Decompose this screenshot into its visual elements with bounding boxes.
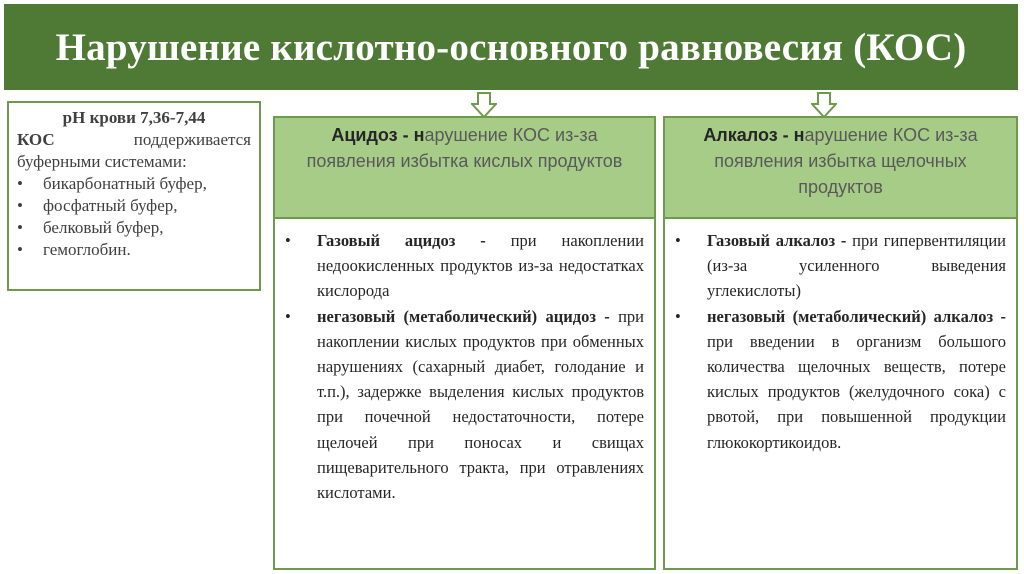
down-arrow-icon [811,92,837,118]
list-item: • белковый буфер, [17,218,164,237]
list-item: • бикарбонатный буфер, [17,174,207,193]
ph-range: pH крови 7,36-7,44 [62,108,206,127]
alkalosis-column [663,116,1018,570]
kos-line-2: буферными системами: [17,152,187,171]
list-item: • фосфатный буфер, [17,196,178,215]
down-arrow-icon [471,92,497,118]
acidosis-column [273,116,656,570]
bullet-icon: • [17,174,23,193]
bullet-icon: • [17,218,23,237]
bullet-icon: • [17,240,23,259]
bullet-icon: • [675,306,681,326]
list-item: • гемоглобин. [17,240,131,259]
kos-label: КОС [17,130,55,149]
acidosis-body [275,219,654,505]
acidosis-header: Ацидоз - нарушение КОС из-за появления избытка кислых продуктов [275,118,654,219]
page-title: Нарушение кислотно-основного равновесия (КОС) [55,25,967,69]
list-item: • негазовый (метаболический) ацидоз - при накоплении кислых продуктов при обменных нарушениях (сахарный диабет, голодание и т.п.), задержке выделения кислых продуктов при почечной недостаточности, потере щелочей при поносах и свищах пищеварительного тракта, при отравлениях кислотами. [285,304,644,506]
title-bar [4,4,1018,90]
bullet-icon: • [17,196,23,215]
alkalosis-header: Алкалоз - нарушение КОС из-за появления избытка щелочных продуктов [665,118,1016,219]
bullet-icon: • [285,231,291,250]
bullet-icon: • [675,231,681,250]
kos-rest: поддерживается [133,130,251,149]
kos-line [17,129,251,151]
buffer-list [17,173,251,261]
list-item: • негазовый (метаболический) алкалоз - при введении в организм большого количества щелочных веществ, потере кислых продуктов (желудочного сока) с рвотой, при повышенной продукции глюкокортикоидов. [675,304,1006,455]
buffer-systems-box [7,101,261,291]
alkalosis-body [665,219,1016,455]
list-item: • Газовый алкалоз - при гипервентиляции (из-за усиленного выведения углекислоты) [675,228,1006,304]
bullet-icon: • [285,306,291,326]
list-item: • Газовый ацидоз - при накоплении недоокисленных продуктов из-за недостатках кислорода [285,228,644,304]
